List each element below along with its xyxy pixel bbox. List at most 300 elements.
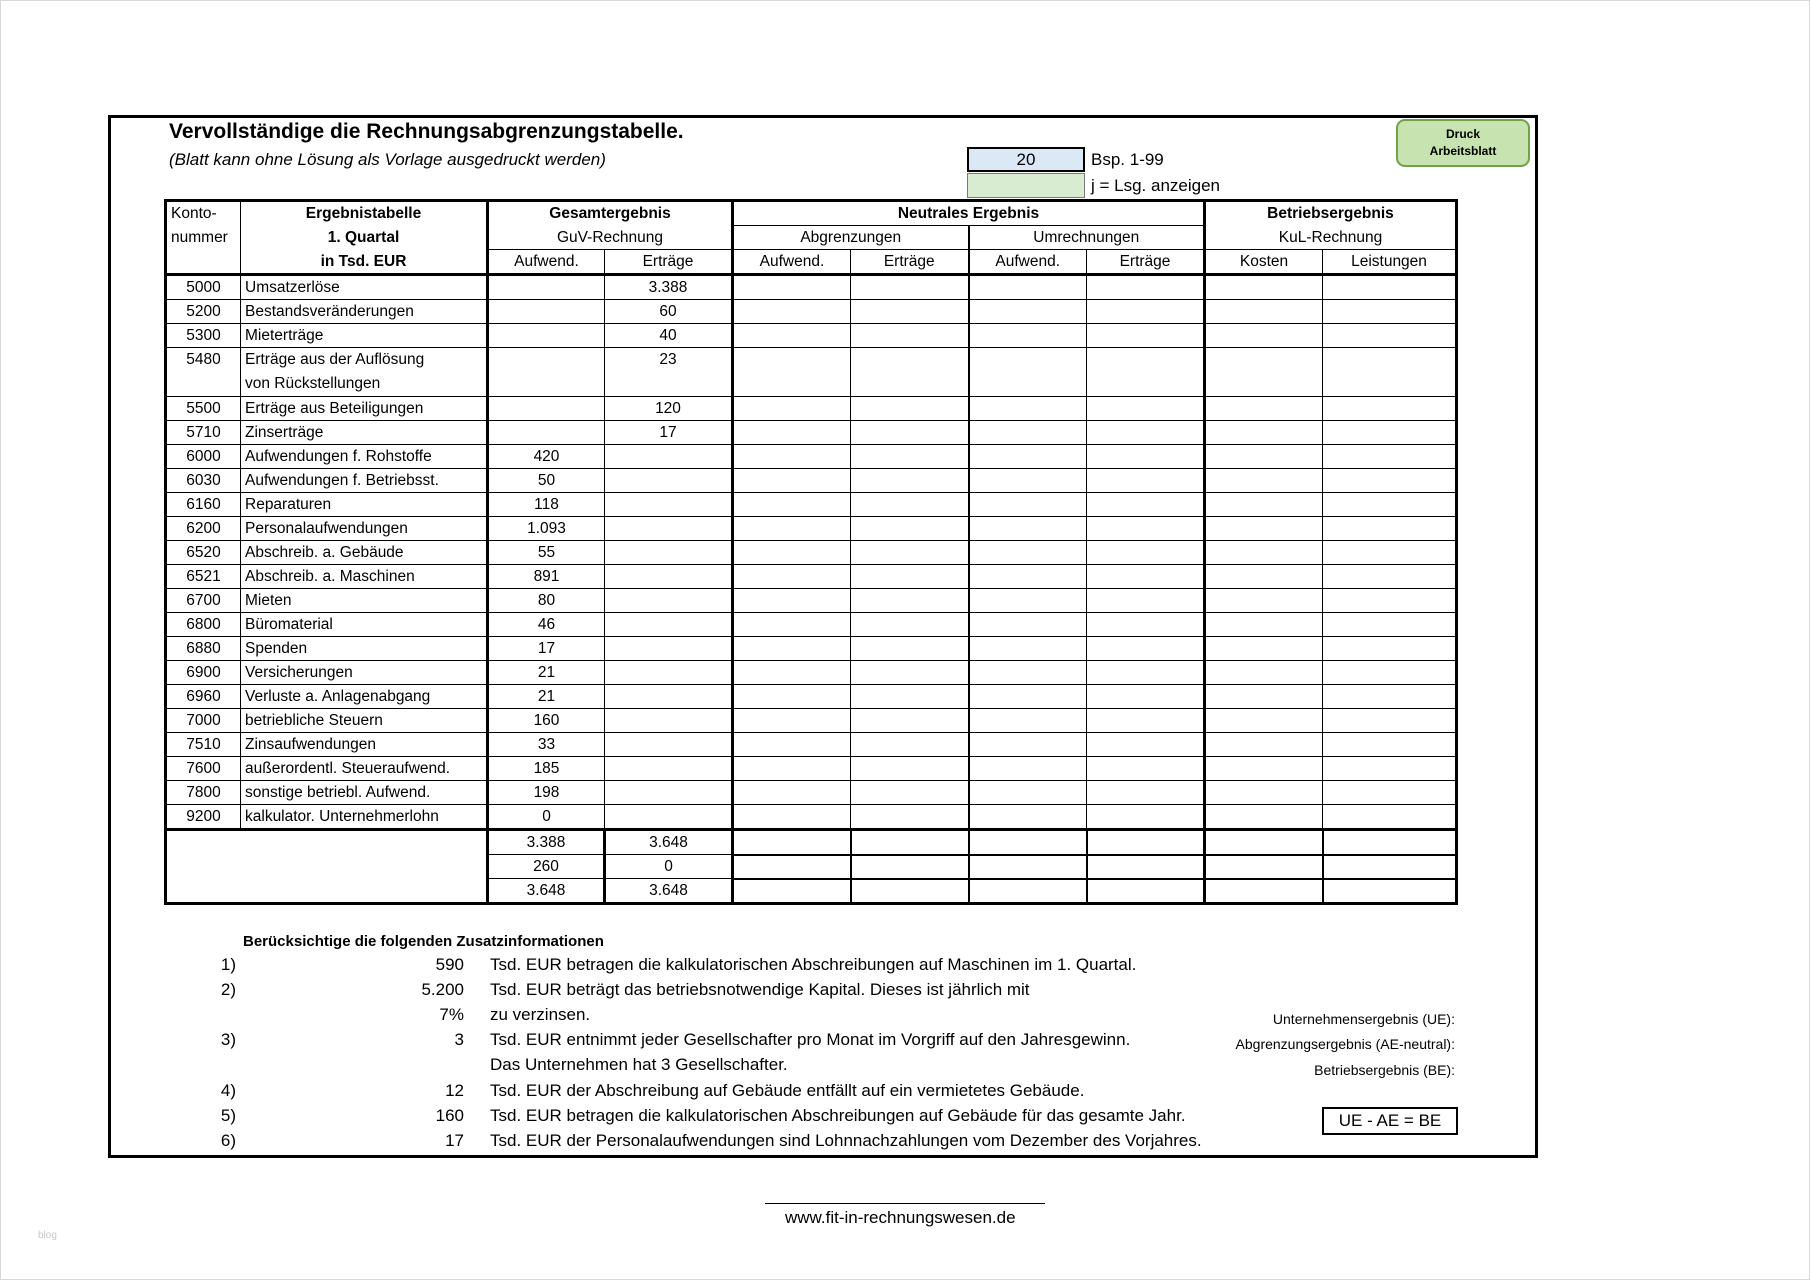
info-value: 12 xyxy=(445,1081,464,1100)
table-row xyxy=(166,300,1457,324)
ertrag-cell[interactable]: 23 xyxy=(605,348,733,397)
total-kosten[interactable] xyxy=(1205,855,1323,879)
abgr-ertrag-cell[interactable] xyxy=(851,709,969,733)
umr-aufwand-cell[interactable] xyxy=(969,613,1087,637)
ertrag-cell[interactable]: 120 xyxy=(605,397,733,421)
aufwand-cell[interactable]: 891 xyxy=(488,565,605,589)
abgr-aufwand-cell[interactable] xyxy=(733,733,851,757)
header-ertraege: Erträge xyxy=(605,250,733,275)
umr-aufwand-cell[interactable] xyxy=(969,493,1087,517)
kosten-cell[interactable] xyxy=(1205,348,1323,397)
umr-ertrag-cell[interactable] xyxy=(1087,709,1205,733)
leistungen-cell[interactable] xyxy=(1323,348,1457,397)
umr-ertrag-cell[interactable] xyxy=(1087,733,1205,757)
table-row xyxy=(166,421,1457,445)
header-ertraege: Erträge xyxy=(851,250,969,275)
umr-aufwand-cell[interactable] xyxy=(969,757,1087,781)
aufwand-cell[interactable]: 0 xyxy=(488,805,605,830)
konto-cell: 5480 xyxy=(166,348,241,397)
ertrag-cell[interactable] xyxy=(605,445,733,469)
umr-aufwand-cell[interactable] xyxy=(969,637,1087,661)
total-leistungen[interactable] xyxy=(1323,830,1457,855)
ertrag-cell[interactable] xyxy=(605,661,733,685)
aufwand-cell[interactable]: 160 xyxy=(488,709,605,733)
kosten-cell[interactable] xyxy=(1205,493,1323,517)
abgr-aufwand-cell[interactable] xyxy=(733,493,851,517)
abgr-ertrag-cell[interactable] xyxy=(851,517,969,541)
abgr-aufwand-cell[interactable] xyxy=(733,421,851,445)
umr-aufwand-cell[interactable] xyxy=(969,275,1087,300)
leistungen-cell[interactable] xyxy=(1323,637,1457,661)
abgr-ertrag-cell[interactable] xyxy=(851,637,969,661)
kosten-cell[interactable] xyxy=(1205,421,1323,445)
leistungen-cell[interactable] xyxy=(1323,589,1457,613)
kosten-cell[interactable] xyxy=(1205,637,1323,661)
leistungen-cell[interactable] xyxy=(1323,300,1457,324)
kosten-cell[interactable] xyxy=(1205,685,1323,709)
ertrag-cell[interactable] xyxy=(605,637,733,661)
table-row xyxy=(166,517,1457,541)
aufwand-cell[interactable]: 55 xyxy=(488,541,605,565)
aufwand-cell[interactable] xyxy=(488,275,605,300)
abgr-ertrag-cell[interactable] xyxy=(851,733,969,757)
table-row xyxy=(166,661,1457,685)
account-name: Versicherungen xyxy=(245,664,353,681)
total-umr-ertrag[interactable] xyxy=(1087,855,1205,879)
umr-aufwand-cell[interactable] xyxy=(969,324,1087,348)
konto-cell: 6000 xyxy=(166,445,241,469)
table-row xyxy=(166,275,1457,300)
umr-ertrag-cell[interactable] xyxy=(1087,469,1205,493)
total-umr-aufwand[interactable] xyxy=(969,830,1087,855)
umr-aufwand-cell[interactable] xyxy=(969,805,1087,830)
total-leistungen[interactable] xyxy=(1323,879,1457,904)
abgr-aufwand-cell[interactable] xyxy=(733,324,851,348)
konto-cell: 7510 xyxy=(166,733,241,757)
account-name-cell xyxy=(241,757,488,781)
leistungen-cell[interactable] xyxy=(1323,469,1457,493)
umr-ertrag-cell[interactable] xyxy=(1087,493,1205,517)
header-betriebsergebnis: Betriebsergebnis xyxy=(1205,201,1457,226)
umr-aufwand-cell[interactable] xyxy=(969,517,1087,541)
ertrag-cell[interactable] xyxy=(605,469,733,493)
show-solution-input[interactable] xyxy=(967,173,1085,198)
kosten-cell[interactable] xyxy=(1205,469,1323,493)
umr-ertrag-cell[interactable] xyxy=(1087,421,1205,445)
totals-label-cell xyxy=(166,830,488,904)
abgr-ertrag-cell[interactable] xyxy=(851,493,969,517)
header-neutrales-ergebnis: Neutrales Ergebnis xyxy=(733,201,1205,226)
total-abgr-aufwand[interactable] xyxy=(733,830,851,855)
table-row xyxy=(166,685,1457,709)
leistungen-cell[interactable] xyxy=(1323,661,1457,685)
account-name-cell xyxy=(241,565,488,589)
account-name-cell xyxy=(241,781,488,805)
header-guv: GuV-Rechnung xyxy=(488,226,733,250)
umr-ertrag-cell[interactable] xyxy=(1087,445,1205,469)
total-umr-aufwand[interactable] xyxy=(969,855,1087,879)
umr-aufwand-cell[interactable] xyxy=(969,709,1087,733)
ertrag-cell[interactable] xyxy=(605,541,733,565)
account-name: Erträge aus der Auflösung xyxy=(245,351,425,368)
abgr-aufwand-cell[interactable] xyxy=(733,757,851,781)
leistungen-cell[interactable] xyxy=(1323,613,1457,637)
footer-url[interactable]: www.fit-in-rechnungswesen.de xyxy=(785,1208,1016,1227)
umr-ertrag-cell[interactable] xyxy=(1087,781,1205,805)
abgr-aufwand-cell[interactable] xyxy=(733,348,851,397)
konto-cell: 6521 xyxy=(166,565,241,589)
account-name-cell xyxy=(241,397,488,421)
umr-ertrag-cell[interactable] xyxy=(1087,805,1205,830)
abgr-ertrag-cell[interactable] xyxy=(851,589,969,613)
total-ertrag-cell: 0 xyxy=(605,855,733,879)
total-ertrag-cell: 3.648 xyxy=(605,830,733,855)
info-text: Tsd. EUR beträgt das betriebsnotwendige Kapital. Dieses ist jährlich mit xyxy=(490,980,1030,999)
abgr-aufwand-cell[interactable] xyxy=(733,275,851,300)
header-ergebnistabelle: Ergebnistabelle xyxy=(241,201,488,226)
table-row xyxy=(166,805,1457,830)
info-number: 6) xyxy=(220,1131,236,1150)
kosten-cell[interactable] xyxy=(1205,445,1323,469)
umr-aufwand-cell[interactable] xyxy=(969,300,1087,324)
account-name: Abschreib. a. Maschinen xyxy=(245,568,415,585)
total-kosten[interactable] xyxy=(1205,830,1323,855)
umr-ertrag-cell[interactable] xyxy=(1087,300,1205,324)
abgr-ertrag-cell[interactable] xyxy=(851,565,969,589)
abgr-aufwand-cell[interactable] xyxy=(733,805,851,830)
ertrag-cell[interactable] xyxy=(605,589,733,613)
umr-aufwand-cell[interactable] xyxy=(969,541,1087,565)
info-value: 17 xyxy=(445,1131,464,1150)
kosten-cell[interactable] xyxy=(1205,757,1323,781)
umr-aufwand-cell[interactable] xyxy=(969,565,1087,589)
aufwand-cell[interactable] xyxy=(488,324,605,348)
konto-cell: 6800 xyxy=(166,613,241,637)
info-text: zu verzinsen. xyxy=(490,1005,591,1024)
abgr-ertrag-cell[interactable] xyxy=(851,324,969,348)
abgr-ertrag-cell[interactable] xyxy=(851,661,969,685)
umr-aufwand-cell[interactable] xyxy=(969,445,1087,469)
abgr-aufwand-cell[interactable] xyxy=(733,589,851,613)
ertrag-cell[interactable] xyxy=(605,805,733,830)
abgr-ertrag-cell[interactable] xyxy=(851,300,969,324)
example-number-input[interactable]: 20 xyxy=(967,147,1085,172)
umr-ertrag-cell[interactable] xyxy=(1087,541,1205,565)
header-quartal: 1. Quartal xyxy=(241,226,488,250)
konto-cell: 6900 xyxy=(166,661,241,685)
umr-ertrag-cell[interactable] xyxy=(1087,757,1205,781)
info-heading: Berücksichtige die folgenden Zusatzinformationen xyxy=(243,933,604,950)
abgr-ertrag-cell[interactable] xyxy=(851,757,969,781)
umr-ertrag-cell[interactable] xyxy=(1087,348,1205,397)
konto-cell: 6700 xyxy=(166,589,241,613)
info-text: Tsd. EUR entnimmt jeder Gesellschafter pro Monat im Vorgriff auf den Jahresgewinn. xyxy=(490,1030,1131,1049)
kosten-cell[interactable] xyxy=(1205,565,1323,589)
abgr-aufwand-cell[interactable] xyxy=(733,661,851,685)
ertrag-cell[interactable] xyxy=(605,733,733,757)
leistungen-cell[interactable] xyxy=(1323,805,1457,830)
abgr-aufwand-cell[interactable] xyxy=(733,709,851,733)
abgr-ertrag-cell[interactable] xyxy=(851,781,969,805)
aufwand-cell[interactable]: 21 xyxy=(488,661,605,685)
abgr-ertrag-cell[interactable] xyxy=(851,445,969,469)
abgr-ertrag-cell[interactable] xyxy=(851,275,969,300)
account-name-cell xyxy=(241,637,488,661)
kosten-cell[interactable] xyxy=(1205,541,1323,565)
account-name: Reparaturen xyxy=(245,496,332,513)
ertrag-cell[interactable] xyxy=(605,781,733,805)
umr-aufwand-cell[interactable] xyxy=(969,685,1087,709)
kosten-cell[interactable] xyxy=(1205,275,1323,300)
leistungen-cell[interactable] xyxy=(1323,781,1457,805)
be-label: Betriebsergebnis (BE): xyxy=(1314,1062,1455,1078)
umr-aufwand-cell[interactable] xyxy=(969,469,1087,493)
account-name: Personalaufwendungen xyxy=(245,520,408,537)
kosten-cell[interactable] xyxy=(1205,805,1323,830)
umr-ertrag-cell[interactable] xyxy=(1087,517,1205,541)
account-name-cell xyxy=(241,275,488,300)
ae-label: Abgrenzungsergebnis (AE-neutral): xyxy=(1235,1036,1455,1052)
header-ertraege: Erträge xyxy=(1087,250,1205,275)
account-name: Mieten xyxy=(245,592,292,609)
kosten-cell[interactable] xyxy=(1205,517,1323,541)
konto-cell: 6960 xyxy=(166,685,241,709)
leistungen-cell[interactable] xyxy=(1323,757,1457,781)
aufwand-cell[interactable]: 33 xyxy=(488,733,605,757)
total-leistungen[interactable] xyxy=(1323,855,1457,879)
account-name-cell xyxy=(241,421,488,445)
aufwand-cell[interactable]: 1.093 xyxy=(488,517,605,541)
leistungen-cell[interactable] xyxy=(1323,493,1457,517)
aufwand-cell[interactable]: 50 xyxy=(488,469,605,493)
account-name: Spenden xyxy=(245,640,308,657)
header-aufwend: Aufwend. xyxy=(969,250,1087,275)
kosten-cell[interactable] xyxy=(1205,709,1323,733)
aufwand-cell[interactable] xyxy=(488,421,605,445)
konto-cell: 5000 xyxy=(166,275,241,300)
table-row xyxy=(166,565,1457,589)
leistungen-cell[interactable] xyxy=(1323,397,1457,421)
account-name: Abschreib. a. Gebäude xyxy=(245,544,404,561)
umr-ertrag-cell[interactable] xyxy=(1087,397,1205,421)
umr-ertrag-cell[interactable] xyxy=(1087,637,1205,661)
leistungen-cell[interactable] xyxy=(1323,324,1457,348)
header-kul: KuL-Rechnung xyxy=(1205,226,1457,250)
umr-ertrag-cell[interactable] xyxy=(1087,661,1205,685)
account-name: kalkulator. Unternehmerlohn xyxy=(245,808,439,825)
abgr-ertrag-cell[interactable] xyxy=(851,613,969,637)
aufwand-cell[interactable]: 118 xyxy=(488,493,605,517)
konto-cell: 7000 xyxy=(166,709,241,733)
leistungen-cell[interactable] xyxy=(1323,517,1457,541)
ertrag-cell[interactable]: 3.388 xyxy=(605,275,733,300)
leistungen-cell[interactable] xyxy=(1323,565,1457,589)
umr-aufwand-cell[interactable] xyxy=(969,348,1087,397)
account-name: Aufwendungen f. Rohstoffe xyxy=(245,448,432,465)
account-name-cell xyxy=(241,300,488,324)
total-abgr-ertrag[interactable] xyxy=(851,879,969,904)
abgr-ertrag-cell[interactable] xyxy=(851,469,969,493)
table-row xyxy=(166,493,1457,517)
umr-ertrag-cell[interactable] xyxy=(1087,589,1205,613)
aufwand-cell[interactable] xyxy=(488,300,605,324)
info-value: 5.200 xyxy=(421,980,464,999)
account-name: Zinsaufwendungen xyxy=(245,736,376,753)
abgr-ertrag-cell[interactable] xyxy=(851,541,969,565)
aufwand-cell[interactable]: 198 xyxy=(488,781,605,805)
abgr-aufwand-cell[interactable] xyxy=(733,565,851,589)
account-name: Bestandsveränderungen xyxy=(245,303,414,320)
ertrag-cell[interactable] xyxy=(605,757,733,781)
leistungen-cell[interactable] xyxy=(1323,733,1457,757)
aufwand-cell[interactable] xyxy=(488,348,605,397)
info-value: 590 xyxy=(435,955,464,974)
account-name-cell xyxy=(241,685,488,709)
abgr-ertrag-cell[interactable] xyxy=(851,348,969,397)
account-name-2: von Rückstellungen xyxy=(245,375,381,392)
print-button-line2: Arbeitsblatt xyxy=(1429,144,1497,158)
umr-ertrag-cell[interactable] xyxy=(1087,275,1205,300)
total-abgr-aufwand[interactable] xyxy=(733,855,851,879)
abgr-aufwand-cell[interactable] xyxy=(733,517,851,541)
abgr-aufwand-cell[interactable] xyxy=(733,469,851,493)
leistungen-cell[interactable] xyxy=(1323,541,1457,565)
ertrag-cell[interactable] xyxy=(605,613,733,637)
abgr-aufwand-cell[interactable] xyxy=(733,637,851,661)
total-umr-ertrag[interactable] xyxy=(1087,830,1205,855)
table-row xyxy=(166,348,1457,397)
table-row xyxy=(166,709,1457,733)
kosten-cell[interactable] xyxy=(1205,589,1323,613)
konto-cell: 5200 xyxy=(166,300,241,324)
kosten-cell[interactable] xyxy=(1205,781,1323,805)
abgr-aufwand-cell[interactable] xyxy=(733,397,851,421)
table-row xyxy=(166,637,1457,661)
total-umr-aufwand[interactable] xyxy=(969,879,1087,904)
leistungen-cell[interactable] xyxy=(1323,685,1457,709)
abgr-ertrag-cell[interactable] xyxy=(851,685,969,709)
umr-ertrag-cell[interactable] xyxy=(1087,685,1205,709)
account-name: Mieterträge xyxy=(245,327,324,344)
abgr-aufwand-cell[interactable] xyxy=(733,613,851,637)
abgr-aufwand-cell[interactable] xyxy=(733,300,851,324)
total-kosten[interactable] xyxy=(1205,879,1323,904)
umr-ertrag-cell[interactable] xyxy=(1087,613,1205,637)
total-abgr-aufwand[interactable] xyxy=(733,879,851,904)
kosten-cell[interactable] xyxy=(1205,397,1323,421)
print-worksheet-button[interactable] xyxy=(1396,119,1530,167)
account-name-cell xyxy=(241,805,488,830)
account-name: betriebliche Steuern xyxy=(245,712,383,729)
konto-cell: 6880 xyxy=(166,637,241,661)
aufwand-cell[interactable]: 46 xyxy=(488,613,605,637)
account-name-cell xyxy=(241,348,488,397)
kosten-cell[interactable] xyxy=(1205,324,1323,348)
table-row xyxy=(166,733,1457,757)
aufwand-cell[interactable] xyxy=(488,397,605,421)
ertrag-cell[interactable] xyxy=(605,517,733,541)
konto-cell: 5300 xyxy=(166,324,241,348)
info-value: 160 xyxy=(435,1106,464,1125)
konto-cell: 5500 xyxy=(166,397,241,421)
info-number: 5) xyxy=(220,1106,236,1125)
info-number: 4) xyxy=(220,1081,236,1100)
info-text: Tsd. EUR betragen die kalkulatorischen Abschreibungen auf Gebäude für das gesamte Jahr. xyxy=(490,1106,1186,1125)
abgr-ertrag-cell[interactable] xyxy=(851,397,969,421)
kosten-cell[interactable] xyxy=(1205,733,1323,757)
ertrag-cell[interactable] xyxy=(605,565,733,589)
account-name-cell xyxy=(241,541,488,565)
umr-aufwand-cell[interactable] xyxy=(969,397,1087,421)
ertrag-cell[interactable]: 17 xyxy=(605,421,733,445)
umr-aufwand-cell[interactable] xyxy=(969,781,1087,805)
info-text: Das Unternehmen hat 3 Gesellschafter. xyxy=(490,1055,788,1074)
header-gesamtergebnis: Gesamtergebnis xyxy=(488,201,733,226)
umr-aufwand-cell[interactable] xyxy=(969,589,1087,613)
info-text: Tsd. EUR der Personalaufwendungen sind Lohnnachzahlungen vom Dezember des Vorjahres. xyxy=(490,1131,1202,1150)
ertrag-cell[interactable] xyxy=(605,685,733,709)
abgr-aufwand-cell[interactable] xyxy=(733,541,851,565)
umr-aufwand-cell[interactable] xyxy=(969,421,1087,445)
umr-aufwand-cell[interactable] xyxy=(969,733,1087,757)
total-aufwand-cell: 3.388 xyxy=(488,830,605,855)
abgr-aufwand-cell[interactable] xyxy=(733,685,851,709)
abgr-ertrag-cell[interactable] xyxy=(851,421,969,445)
aufwand-cell[interactable]: 80 xyxy=(488,589,605,613)
info-value: 3 xyxy=(454,1030,464,1049)
leistungen-cell[interactable] xyxy=(1323,275,1457,300)
aufwand-cell[interactable]: 21 xyxy=(488,685,605,709)
aufwand-cell[interactable]: 17 xyxy=(488,637,605,661)
account-name: Zinserträge xyxy=(245,424,324,441)
table-row xyxy=(166,781,1457,805)
ertrag-cell[interactable] xyxy=(605,709,733,733)
total-abgr-ertrag[interactable] xyxy=(851,830,969,855)
info-number: 2) xyxy=(220,980,236,999)
leistungen-cell[interactable] xyxy=(1323,709,1457,733)
show-solution-label: j = Lsg. anzeigen xyxy=(1091,176,1221,195)
ertrag-cell[interactable]: 60 xyxy=(605,300,733,324)
header-umrechnungen: Umrechnungen xyxy=(969,226,1205,250)
aufwand-cell[interactable]: 420 xyxy=(488,445,605,469)
page-subtitle: (Blatt kann ohne Lösung als Vorlage ausgedruckt werden) xyxy=(169,150,606,169)
abgr-ertrag-cell[interactable] xyxy=(851,805,969,830)
umr-ertrag-cell[interactable] xyxy=(1087,565,1205,589)
total-umr-ertrag[interactable] xyxy=(1087,879,1205,904)
ertrag-cell[interactable]: 40 xyxy=(605,324,733,348)
aufwand-cell[interactable]: 185 xyxy=(488,757,605,781)
umr-ertrag-cell[interactable] xyxy=(1087,324,1205,348)
konto-cell: 6160 xyxy=(166,493,241,517)
kosten-cell[interactable] xyxy=(1205,661,1323,685)
abgr-aufwand-cell[interactable] xyxy=(733,781,851,805)
kosten-cell[interactable] xyxy=(1205,613,1323,637)
leistungen-cell[interactable] xyxy=(1323,445,1457,469)
table-row xyxy=(166,469,1457,493)
footer-divider xyxy=(765,1203,1045,1204)
account-name-cell xyxy=(241,445,488,469)
konto-cell: 7600 xyxy=(166,757,241,781)
ertrag-cell[interactable] xyxy=(605,493,733,517)
account-name: außerordentl. Steueraufwend. xyxy=(245,760,451,777)
abgr-aufwand-cell[interactable] xyxy=(733,445,851,469)
kosten-cell[interactable] xyxy=(1205,300,1323,324)
umr-aufwand-cell[interactable] xyxy=(969,661,1087,685)
leistungen-cell[interactable] xyxy=(1323,421,1457,445)
total-abgr-ertrag[interactable] xyxy=(851,855,969,879)
info-text: Tsd. EUR der Abschreibung auf Gebäude entfällt auf ein vermietetes Gebäude. xyxy=(490,1081,1085,1100)
total-aufwand-cell: 260 xyxy=(488,855,605,879)
